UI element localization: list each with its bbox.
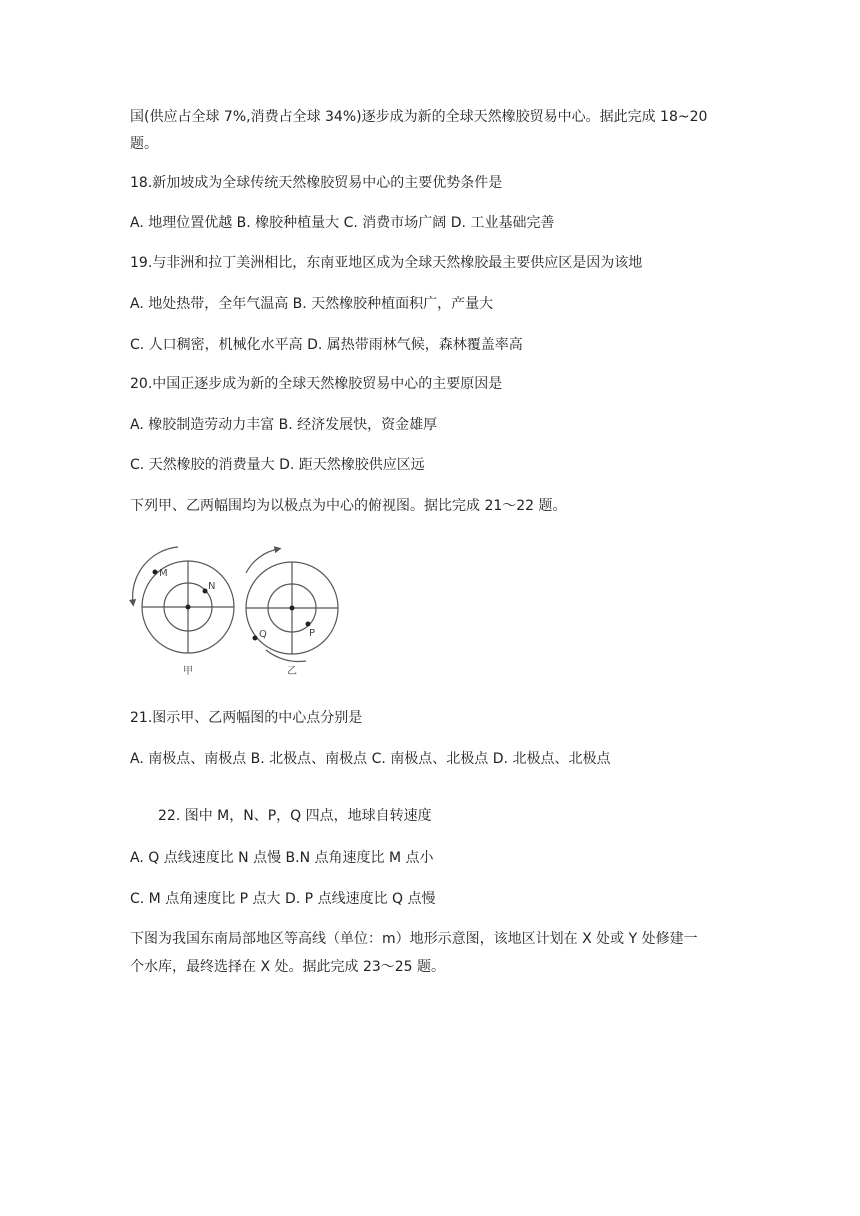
caption-jia: 甲 bbox=[183, 666, 193, 677]
text-line-intro-2: 题。 bbox=[130, 136, 158, 152]
question-18-options: A. 地理位置优越 B. 橡胶种植量大 C. 消费市场广阔 D. 工业基础完善 bbox=[130, 215, 555, 231]
question-20: 20.中国正逐步成为新的全球天然橡胶贸易中心的主要原因是 bbox=[130, 376, 503, 392]
question-19-options-ab: A. 地处热带，全年气温高 B. 天然橡胶种植面积广，产量大 bbox=[130, 296, 494, 312]
rotation-arrow-right bbox=[246, 549, 278, 573]
pole-point-left bbox=[186, 605, 191, 610]
pole-point-right bbox=[290, 606, 295, 611]
question-22-options-ab: A. Q 点线速度比 N 点慢 B.N 点角速度比 M 点小 bbox=[130, 850, 434, 866]
point-n bbox=[203, 589, 208, 594]
text-line-intro-1: 国(供应占全球 7%,消费占全球 34%)逐步成为新的全球天然橡胶贸易中心。据此完成 18~20 bbox=[130, 109, 708, 125]
point-m bbox=[153, 570, 158, 575]
diagram-jia bbox=[133, 547, 234, 677]
point-q bbox=[253, 636, 258, 641]
polar-view-figure bbox=[128, 543, 358, 681]
question-20-options-ab: A. 橡胶制造劳动力丰富 B. 经济发展快，资金雄厚 bbox=[130, 417, 438, 433]
diagram-yi bbox=[246, 549, 338, 677]
question-20-options-cd: C. 天然橡胶的消费量大 D. 距天然橡胶供应区远 bbox=[130, 457, 425, 473]
question-21: 21.图示甲、乙两幅图的中心点分别是 bbox=[130, 710, 363, 726]
figure-intro-23-25-line2: 个水库，最终选择在 X 处。据此完成 23～25 题。 bbox=[130, 959, 446, 975]
question-19: 19.与非洲和拉丁美洲相比，东南亚地区成为全球天然橡胶最主要供应区是因为该地 bbox=[130, 255, 643, 271]
question-19-options-cd: C. 人口稠密，机械化水平高 D. 属热带雨林气候，森林覆盖率高 bbox=[130, 337, 523, 353]
question-22-options-cd: C. M 点角速度比 P 点大 D. P 点线速度比 Q 点慢 bbox=[130, 891, 436, 907]
label-m: M bbox=[159, 568, 168, 579]
label-q: Q bbox=[259, 629, 267, 640]
rotation-arc-bottom-right bbox=[266, 650, 306, 662]
question-21-options: A. 南极点、南极点 B. 北极点、南极点 C. 南极点、北极点 D. 北极点、北极点 bbox=[130, 751, 611, 767]
label-p: P bbox=[309, 628, 316, 639]
figure-intro-23-25-line1: 下图为我国东南局部地区等高线（单位：m）地形示意图，该地区计划在 X 处或 Y 处修建一 bbox=[130, 931, 698, 947]
point-p bbox=[306, 622, 311, 627]
question-18: 18.新加坡成为全球传统天然橡胶贸易中心的主要优势条件是 bbox=[130, 175, 503, 191]
caption-yi: 乙 bbox=[287, 666, 297, 677]
question-22: 22. 图中 M，N、P，Q 四点，地球自转速度 bbox=[158, 808, 432, 824]
label-n: N bbox=[208, 581, 216, 592]
figure-intro-21-22: 下列甲、乙两幅围均为以极点为中心的俯视图。据比完成 21～22 题。 bbox=[130, 498, 567, 514]
